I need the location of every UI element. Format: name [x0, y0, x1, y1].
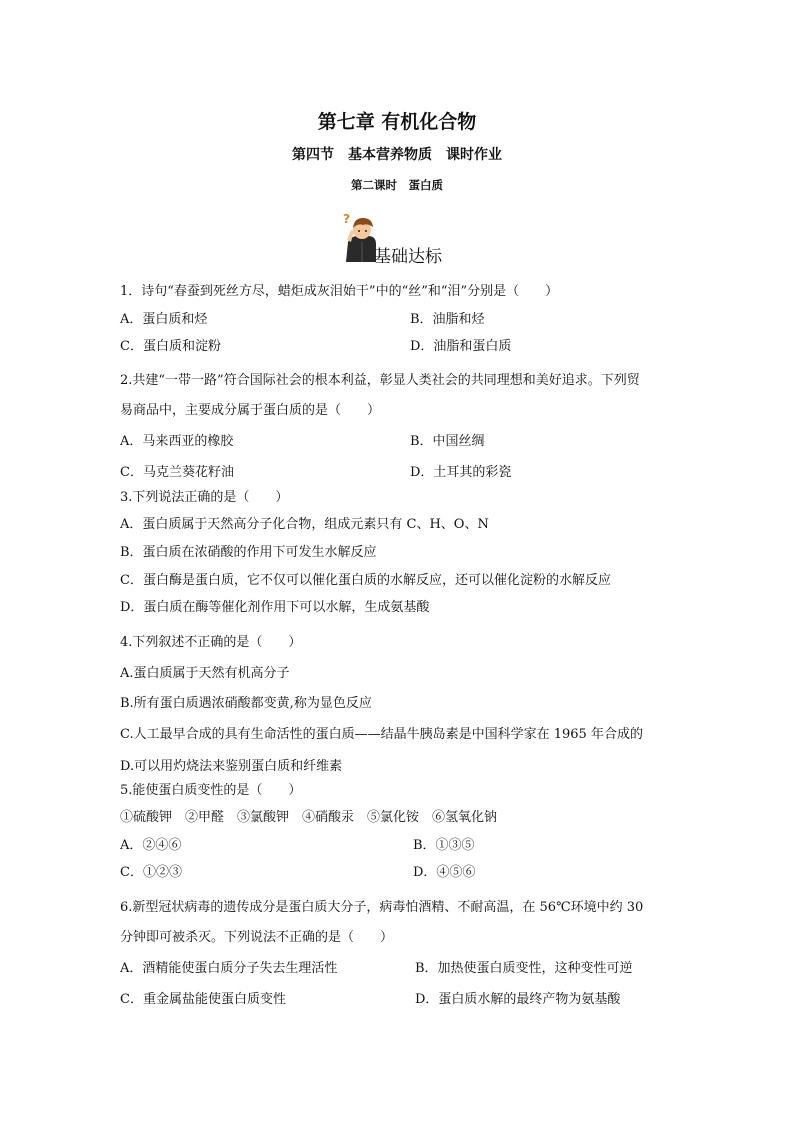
question-6-option-d: D．蛋白质水解的最终产物为氨基酸: [415, 992, 621, 1007]
question-2-option-a: A．马来西亚的橡胶: [120, 434, 234, 449]
lesson-title: 第二课时 蛋白质: [351, 178, 443, 192]
question-6-option-a: A．酒精能使蛋白质分子失去生理活性: [120, 961, 338, 976]
question-4-option-d: D.可以用灼烧法来鉴别蛋白质和纤维素: [120, 759, 343, 774]
question-1-option-d: D．油脂和蛋白质: [410, 339, 512, 354]
question-5-option-b: B．①③⑤: [413, 838, 475, 853]
svg-text:?: ?: [343, 212, 350, 226]
question-3-option-b: B．蛋白质在浓硝酸的作用下可发生水解反应: [120, 545, 377, 560]
question-6-option-b: B．加热使蛋白质变性，这种变性可逆: [415, 961, 633, 976]
question-2-option-d: D．土耳其的彩瓷: [410, 465, 512, 480]
question-1-stem: 1．诗句“春蚕到死丝方尽，蜡炬成灰泪始干”中的“丝”和“泪”分别是（ ）: [120, 284, 559, 299]
question-6-stem-line-2: 分钟即可被杀灭。下列说法不正确的是（ ）: [120, 930, 394, 945]
section-badge-label: 基础达标: [374, 247, 442, 267]
question-5-option-d: D．④⑤⑥: [413, 865, 476, 880]
question-5-items: ①硫酸钾 ②甲醛 ③氯酸钾 ④硝酸汞 ⑤氯化铵 ⑥氢氧化钠: [120, 810, 498, 825]
question-1-option-b: B．油脂和烃: [410, 312, 485, 327]
question-4-option-a: A.蛋白质属于天然有机高分子: [120, 666, 290, 681]
question-6-option-c: C．重金属盐能使蛋白质变性: [120, 992, 286, 1007]
question-3-stem: 3.下列说法正确的是（ ）: [120, 490, 289, 505]
chapter-title: 第七章 有机化合物: [317, 111, 477, 133]
question-3-option-d: D．蛋白质在酶等催化剂作用下可以水解，生成氨基酸: [120, 600, 430, 615]
question-6-stem-line-1: 6.新型冠状病毒的遗传成分是蛋白质大分子，病毒怕酒精、不耐高温，在 56℃环境中约 30: [120, 900, 644, 915]
question-5-option-c: C．①②③: [120, 865, 182, 880]
question-3-option-c: C．蛋白酶是蛋白质，它不仅可以催化蛋白质的水解反应，还可以催化淀粉的水解反应: [120, 573, 611, 588]
question-2-option-c: C．马克兰葵花籽油: [120, 465, 234, 480]
question-4-stem: 4.下列叙述不正确的是（ ）: [120, 635, 302, 650]
question-4-option-b: B.所有蛋白质遇浓硝酸都变黄,称为显色反应: [120, 696, 372, 711]
question-3-option-a: A．蛋白质属于天然高分子化合物，组成元素只有 C、H、O、N: [120, 517, 489, 532]
question-2-stem-line-1: 2.共建“一带一路”符合国际社会的根本利益，彰显人类社会的共同理想和美好追求。下列贸: [120, 373, 640, 388]
question-1-option-c: C．蛋白质和淀粉: [120, 339, 221, 354]
question-1-option-a: A．蛋白质和烃: [120, 312, 208, 327]
question-5-stem: 5.能使蛋白质变性的是（ ）: [120, 783, 302, 798]
question-4-option-c: C.人工最早合成的具有生命活性的蛋白质——结晶牛胰岛素是中国科学家在 1965 年合成的: [120, 727, 643, 742]
question-2-stem-line-2: 易商品中，主要成分属于蛋白质的是（ ）: [120, 403, 381, 418]
question-2-option-b: B．中国丝绸: [410, 434, 485, 449]
question-5-option-a: A．②④⑥: [120, 838, 182, 853]
section-title: 第四节 基本营养物质 课时作业: [292, 147, 502, 163]
